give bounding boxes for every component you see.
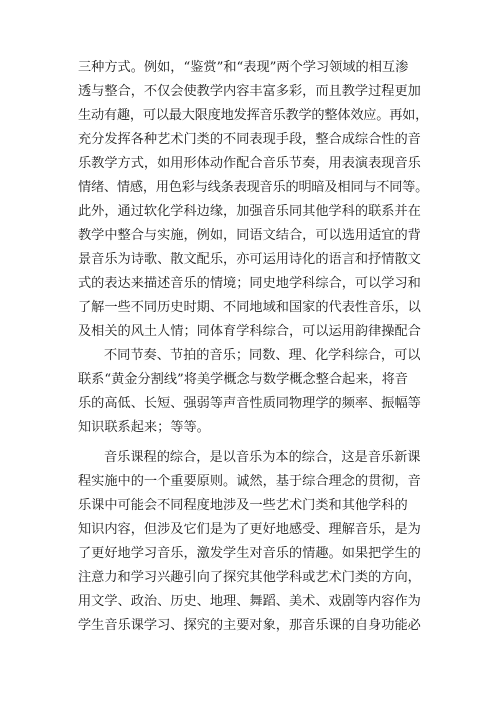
text-line: 乐教学方式，如用形体动作配合音乐节奏，用表演表现音乐 — [78, 156, 421, 171]
text-line: 注意力和学习兴趣引向了探究其他学科或艺术门类的方向， — [78, 570, 421, 585]
text-line: 此外，通过软化学科边缘，加强音乐同其他学科的联系并在 — [78, 204, 421, 219]
text-line: 生动有趣，可以最大限度地发挥音乐教学的整体效应。再如， — [78, 108, 428, 123]
text-line: 透与整合，不仅会使教学内容丰富多彩，而且教学过程更加 — [78, 84, 421, 99]
text-line: 三种方式。例如，“鉴赏”和“表现”两个学习领域的相互渗 — [78, 60, 409, 75]
text-line: 程实施中的一个重要原则。诚然，基于综合理念的贯彻，音 — [78, 474, 421, 489]
text-line: 了解一些不同历史时期、不同地域和国家的代表性音乐，以 — [78, 300, 421, 315]
text-line: 式的表达来描述音乐的情境；同史地学科综合，可以学习和 — [78, 276, 421, 291]
text-line: 教学中整合与实施，例如，同语文结合，可以选用适宜的背 — [78, 228, 421, 243]
text-line: 乐的高低、长短、强弱等声音性质同物理学的频率、振幅等 — [78, 396, 421, 411]
text-line: 联系“黄金分割线”将美学概念与数学概念整合起来，将音 — [78, 372, 408, 387]
text-line: 用文学、政治、历史、地理、舞蹈、美术、戏剧等内容作为 — [78, 594, 421, 609]
text-line: 不同节奏、节拍的音乐；同数、理、化学科综合，可以 — [104, 348, 421, 363]
text-line: 景音乐为诗歌、散文配乐，亦可运用诗化的语言和抒情散文 — [78, 252, 421, 267]
text-line: 知识内容，但涉及它们是为了更好地感受、理解音乐，是为 — [78, 522, 421, 537]
text-line: 学生音乐课学习、探究的主要对象，那音乐课的自身功能必 — [78, 618, 421, 633]
text-line: 充分发挥各种艺术门类的不同表现手段，整合成综合性的音 — [78, 132, 421, 147]
text-line: 及相关的风土人情；同体育学科综合，可以运用韵律操配合 — [78, 324, 421, 339]
text-line: 乐课中可能会不同程度地涉及一些艺术门类和其他学科的 — [78, 498, 408, 513]
text-line: 知识联系起来；等等。 — [78, 420, 210, 435]
text-line: 音乐课程的综合，是以音乐为本的综合，这是音乐新课 — [104, 450, 421, 465]
text-line: 了更好地学习音乐，激发学生对音乐的情趣。如果把学生的 — [78, 546, 421, 561]
text-line: 情绪、情感，用色彩与线条表现音乐的明暗及相同与不同等。 — [78, 180, 428, 195]
